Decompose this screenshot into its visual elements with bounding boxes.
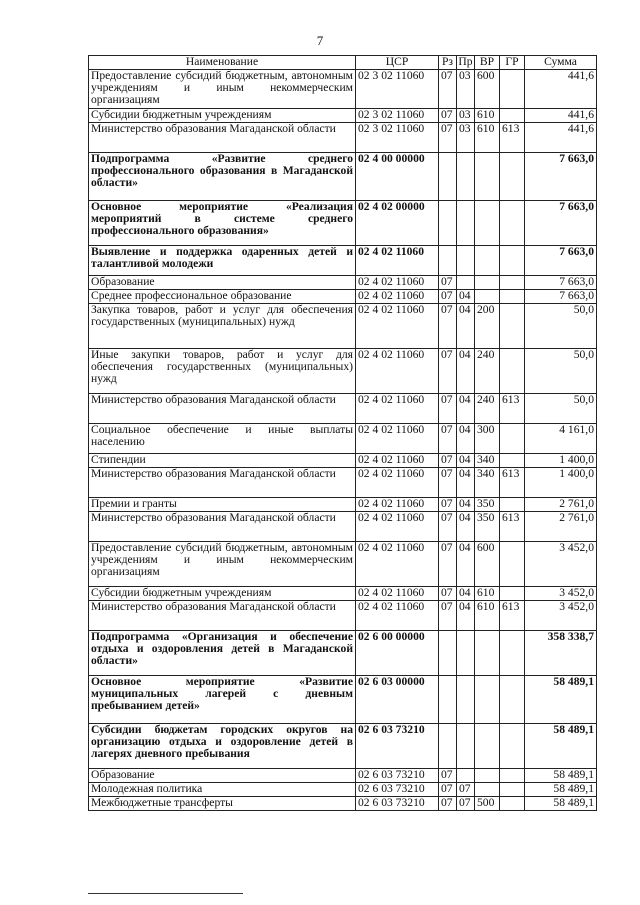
cell-sum: 1 400,0	[525, 454, 597, 468]
cell-code: 02 3 02 11060	[356, 123, 439, 153]
table-row	[89, 542, 597, 587]
cell-pr	[457, 631, 475, 676]
table-row	[89, 769, 597, 783]
cell-pr: 04	[457, 498, 475, 512]
budget-table	[88, 55, 597, 811]
header-pr: Пр	[458, 55, 473, 68]
cell-vr	[475, 676, 500, 724]
cell-rz: 07	[439, 797, 457, 811]
cell-pr: 07	[457, 783, 475, 797]
cell-pr: 04	[457, 542, 475, 587]
cell-gr	[500, 783, 525, 797]
cell-name: Молодежная политика	[89, 783, 356, 797]
cell-code: 02 6 00 00000	[356, 631, 439, 676]
table-row	[89, 468, 597, 498]
cell-vr: 340	[475, 454, 500, 468]
cell-vr: 300	[475, 424, 500, 454]
cell-name: Субсидии бюджетным учреждениям	[89, 587, 356, 601]
cell-vr	[475, 246, 500, 276]
cell-vr	[475, 276, 500, 290]
cell-gr	[500, 201, 525, 246]
cell-gr: 613	[500, 394, 525, 424]
cell-name: Министерство образования Магаданской области	[89, 601, 356, 631]
cell-vr	[475, 631, 500, 676]
table-row	[89, 498, 597, 512]
cell-vr: 610	[475, 109, 500, 123]
cell-code: 02 6 03 73210	[356, 783, 439, 797]
cell-code: 02 6 03 73210	[356, 724, 439, 769]
header-row	[89, 56, 597, 70]
cell-vr	[475, 201, 500, 246]
cell-name: Стипендии	[89, 454, 356, 468]
table-row	[89, 454, 597, 468]
cell-rz: 07	[439, 769, 457, 783]
cell-code: 02 4 02 11060	[356, 246, 439, 276]
table-row	[89, 153, 597, 201]
cell-gr	[500, 246, 525, 276]
cell-sum: 3 452,0	[525, 587, 597, 601]
cell-name: Основное мероприятие «Реализация мероприятий в системе среднего профессионального образования»	[89, 201, 356, 246]
cell-code: 02 4 02 11060	[356, 512, 439, 542]
cell-name: Закупка товаров, работ и услуг для обеспечения государственных (муниципальных) нужд	[89, 304, 356, 349]
cell-code: 02 3 02 11060	[356, 70, 439, 109]
table-row	[89, 349, 597, 394]
table-row	[89, 424, 597, 454]
cell-name: Выявление и поддержка одаренных детей и талантливой молодежи	[89, 246, 356, 276]
cell-gr	[500, 424, 525, 454]
cell-code: 02 4 02 11060	[356, 468, 439, 498]
cell-name: Подпрограмма «Организация и обеспечение отдыха и оздоровления детей в Магаданской области»	[89, 631, 356, 676]
cell-pr: 03	[457, 109, 475, 123]
table-row	[89, 631, 597, 676]
cell-sum: 50,0	[525, 394, 597, 424]
cell-rz: 07	[439, 424, 457, 454]
cell-vr: 350	[475, 512, 500, 542]
cell-code: 02 4 02 11060	[356, 276, 439, 290]
cell-sum: 441,6	[525, 109, 597, 123]
cell-pr	[457, 246, 475, 276]
cell-code: 02 4 02 11060	[356, 424, 439, 454]
cell-sum: 50,0	[525, 349, 597, 394]
cell-code: 02 4 02 11060	[356, 587, 439, 601]
cell-vr: 200	[475, 304, 500, 349]
cell-gr	[500, 109, 525, 123]
cell-rz: 07	[439, 123, 457, 153]
cell-gr	[500, 349, 525, 394]
cell-vr: 600	[475, 70, 500, 109]
cell-rz: 07	[439, 468, 457, 498]
cell-vr: 340	[475, 468, 500, 498]
table-row	[89, 587, 597, 601]
cell-vr: 610	[475, 123, 500, 153]
cell-name: Министерство образования Магаданской области	[89, 468, 356, 498]
cell-name: Субсидии бюджетным учреждениям	[89, 109, 356, 123]
footnote-divider	[88, 893, 243, 894]
cell-sum: 4 161,0	[525, 424, 597, 454]
cell-rz: 07	[439, 587, 457, 601]
table-row	[89, 601, 597, 631]
cell-gr: 613	[500, 512, 525, 542]
table-row	[89, 512, 597, 542]
cell-pr: 03	[457, 70, 475, 109]
cell-gr	[500, 676, 525, 724]
cell-gr	[500, 542, 525, 587]
cell-pr	[457, 276, 475, 290]
cell-code: 02 6 03 00000	[356, 676, 439, 724]
cell-sum: 58 489,1	[525, 797, 597, 811]
table-row	[89, 676, 597, 724]
cell-rz: 07	[439, 290, 457, 304]
cell-sum: 58 489,1	[525, 724, 597, 769]
cell-rz: 07	[439, 542, 457, 587]
cell-name: Министерство образования Магаданской области	[89, 123, 356, 153]
cell-gr	[500, 724, 525, 769]
cell-sum: 58 489,1	[525, 676, 597, 724]
cell-pr	[457, 769, 475, 783]
cell-pr: 04	[457, 512, 475, 542]
cell-name: Среднее профессиональное образование	[89, 290, 356, 304]
cell-pr	[457, 676, 475, 724]
cell-rz	[439, 153, 457, 201]
cell-code: 02 4 02 11060	[356, 394, 439, 424]
cell-code: 02 6 03 73210	[356, 769, 439, 783]
cell-pr: 04	[457, 290, 475, 304]
cell-name: Предоставление субсидий бюджетным, автономным учреждениям и иным некоммерческим организациям	[89, 542, 356, 587]
table-row	[89, 394, 597, 424]
cell-sum: 58 489,1	[525, 769, 597, 783]
cell-rz: 07	[439, 109, 457, 123]
cell-code: 02 4 02 11060	[356, 454, 439, 468]
cell-rz	[439, 676, 457, 724]
table-row	[89, 276, 597, 290]
cell-vr	[475, 783, 500, 797]
cell-gr	[500, 70, 525, 109]
cell-gr	[500, 797, 525, 811]
cell-gr: 613	[500, 601, 525, 631]
cell-name: Подпрограмма «Развитие среднего профессионального образования в Магаданской области»	[89, 153, 356, 201]
table-row	[89, 304, 597, 349]
cell-sum: 2 761,0	[525, 512, 597, 542]
cell-pr: 04	[457, 468, 475, 498]
cell-pr: 07	[457, 797, 475, 811]
cell-pr: 03	[457, 123, 475, 153]
cell-sum: 7 663,0	[525, 276, 597, 290]
cell-sum: 7 663,0	[525, 153, 597, 201]
cell-gr	[500, 498, 525, 512]
cell-rz: 07	[439, 783, 457, 797]
header-code: ЦСР	[356, 56, 439, 70]
header-name: Наименование	[89, 56, 356, 70]
cell-rz	[439, 724, 457, 769]
cell-code: 02 4 02 11060	[356, 601, 439, 631]
header-gr: ГР	[500, 56, 525, 70]
cell-name: Социальное обеспечение и иные выплаты населению	[89, 424, 356, 454]
cell-vr	[475, 724, 500, 769]
cell-vr: 240	[475, 349, 500, 394]
cell-pr: 04	[457, 587, 475, 601]
cell-vr	[475, 769, 500, 783]
cell-code: 02 4 02 11060	[356, 349, 439, 394]
cell-rz: 07	[439, 349, 457, 394]
cell-name: Иные закупки товаров, работ и услуг для обеспечения государственных (муниципальных) нужд	[89, 349, 356, 394]
cell-sum: 441,6	[525, 70, 597, 109]
cell-code: 02 3 02 11060	[356, 109, 439, 123]
cell-vr: 240	[475, 394, 500, 424]
table-row	[89, 70, 597, 109]
cell-code: 02 4 02 00000	[356, 201, 439, 246]
table-row	[89, 724, 597, 769]
cell-gr: 613	[500, 468, 525, 498]
cell-gr	[500, 769, 525, 783]
cell-sum: 58 489,1	[525, 783, 597, 797]
cell-rz: 07	[439, 498, 457, 512]
cell-sum: 50,0	[525, 304, 597, 349]
table-row	[89, 109, 597, 123]
cell-pr: 04	[457, 601, 475, 631]
cell-code: 02 4 02 11060	[356, 290, 439, 304]
cell-sum: 358 338,7	[525, 631, 597, 676]
cell-gr	[500, 276, 525, 290]
cell-name: Премии и гранты	[89, 498, 356, 512]
cell-pr	[457, 201, 475, 246]
cell-pr	[457, 153, 475, 201]
cell-gr	[500, 290, 525, 304]
cell-sum: 2 761,0	[525, 498, 597, 512]
cell-rz: 07	[439, 304, 457, 349]
cell-gr	[500, 153, 525, 201]
cell-vr: 600	[475, 542, 500, 587]
cell-gr	[500, 304, 525, 349]
cell-rz: 07	[439, 601, 457, 631]
cell-name: Межбюджетные трансферты	[89, 797, 356, 811]
table-row	[89, 797, 597, 811]
cell-vr: 610	[475, 601, 500, 631]
cell-gr	[500, 454, 525, 468]
cell-name: Образование	[89, 769, 356, 783]
cell-vr: 350	[475, 498, 500, 512]
cell-sum: 7 663,0	[525, 290, 597, 304]
cell-pr: 04	[457, 424, 475, 454]
cell-code: 02 4 02 11060	[356, 304, 439, 349]
cell-vr: 610	[475, 587, 500, 601]
table-row	[89, 246, 597, 276]
cell-pr: 04	[457, 394, 475, 424]
cell-rz	[439, 246, 457, 276]
cell-sum: 3 452,0	[525, 601, 597, 631]
cell-code: 02 6 03 73210	[356, 797, 439, 811]
cell-name: Субсидии бюджетам городских округов на организацию отдыха и оздоровление детей в лагерях дневного пребывания	[89, 724, 356, 769]
header-rz: Рз	[439, 56, 457, 70]
table-row	[89, 290, 597, 304]
cell-name: Предоставление субсидий бюджетным, автономным учреждениям и иным некоммерческим организациям	[89, 70, 356, 109]
cell-rz	[439, 631, 457, 676]
cell-gr	[500, 631, 525, 676]
page-number: 7	[316, 33, 324, 48]
cell-vr	[475, 290, 500, 304]
cell-name: Основное мероприятие «Развитие муниципальных лагерей с дневным пребыванием детей»	[89, 676, 356, 724]
cell-rz: 07	[439, 276, 457, 290]
cell-gr: 613	[500, 123, 525, 153]
cell-sum: 3 452,0	[525, 542, 597, 587]
cell-sum: 1 400,0	[525, 468, 597, 498]
cell-sum: 7 663,0	[525, 201, 597, 246]
cell-code: 02 4 02 11060	[356, 498, 439, 512]
header-sum: Сумма	[525, 56, 597, 70]
cell-sum: 441,6	[525, 123, 597, 153]
cell-pr: 04	[457, 349, 475, 394]
cell-rz: 07	[439, 512, 457, 542]
cell-vr: 500	[475, 797, 500, 811]
cell-name: Министерство образования Магаданской области	[89, 512, 356, 542]
table-row	[89, 123, 597, 153]
cell-vr	[475, 153, 500, 201]
cell-name: Образование	[89, 276, 356, 290]
cell-rz	[439, 201, 457, 246]
cell-sum: 7 663,0	[525, 246, 597, 276]
cell-code: 02 4 02 11060	[356, 542, 439, 587]
cell-code: 02 4 00 00000	[356, 153, 439, 201]
table-row	[89, 201, 597, 246]
cell-rz: 07	[439, 394, 457, 424]
cell-gr	[500, 587, 525, 601]
header-vr: ВР	[475, 56, 500, 70]
cell-pr	[457, 724, 475, 769]
cell-pr: 04	[457, 304, 475, 349]
cell-pr: 04	[457, 454, 475, 468]
cell-rz: 07	[439, 70, 457, 109]
cell-rz: 07	[439, 454, 457, 468]
cell-name: Министерство образования Магаданской области	[89, 394, 356, 424]
table-row	[89, 783, 597, 797]
